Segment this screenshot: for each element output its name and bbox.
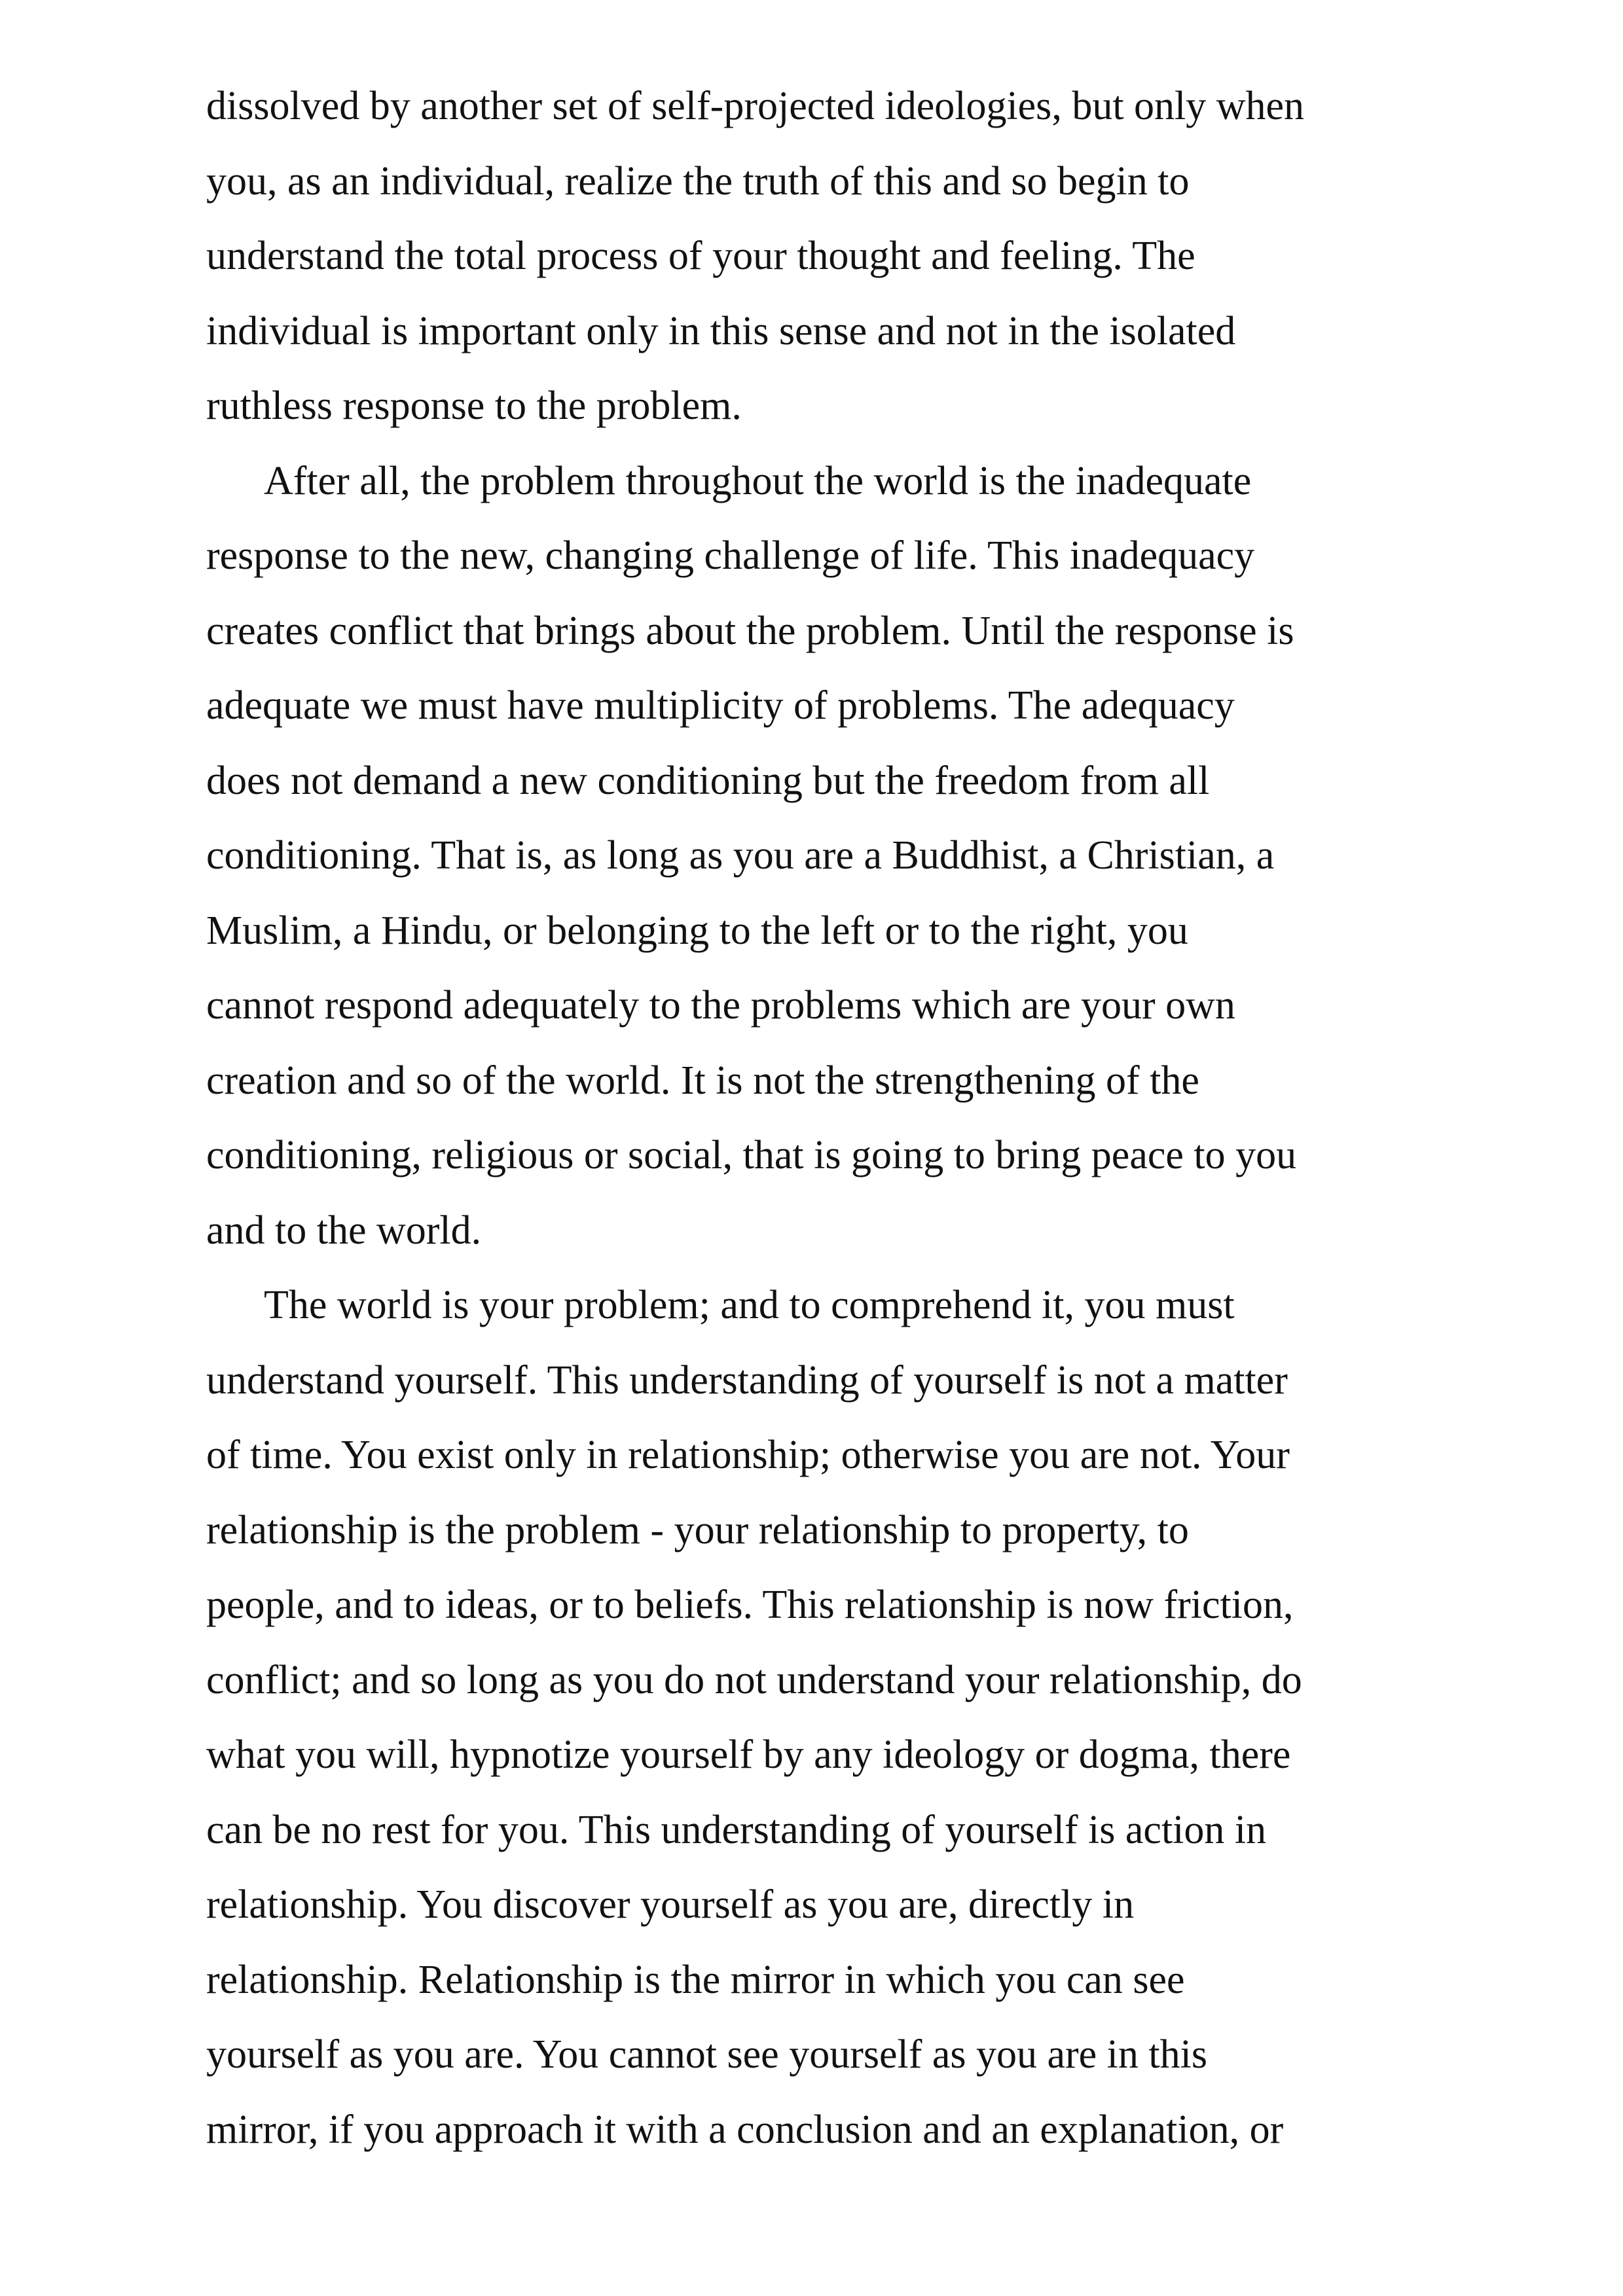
text-line: relationship. You discover yourself as you are, directly in xyxy=(206,1882,1135,1927)
text-line: of time. You exist only in relationship; otherwise you are not. Your xyxy=(206,1433,1290,1477)
text-line: response to the new, changing challenge of life. This inadequacy xyxy=(206,533,1255,578)
text-line: conflict; and so long as you do not understand your relationship, do xyxy=(206,1657,1302,1702)
text-line: cannot respond adequately to the problems which are your own xyxy=(206,983,1235,1028)
text-line: does not demand a new conditioning but the freedom from all xyxy=(206,758,1210,803)
text-line: understand yourself. This understanding of yourself is not a matter xyxy=(206,1357,1288,1403)
text-line: conditioning. That is, as long as you are a Buddhist, a Christian, a xyxy=(206,833,1275,878)
text-line: individual is important only in this sense and not in the isolated xyxy=(206,308,1236,353)
text-line: relationship. Relationship is the mirror in which you can see xyxy=(206,1957,1185,2002)
text-line: Muslim, a Hindu, or belonging to the left or to the right, you xyxy=(206,908,1188,953)
paragraph-first-line: The world is your problem; and to comprehend it, you must xyxy=(264,1283,1235,1327)
text-line: understand the total process of your thought and feeling. The xyxy=(206,234,1195,278)
text-line: can be no rest for you. This understanding of yourself is action in xyxy=(206,1807,1267,1852)
body-text xyxy=(206,69,1437,2167)
text-line: dissolved by another set of self-projected ideologies, but only when xyxy=(206,84,1305,128)
text-line: adequate we must have multiplicity of problems. The adequacy xyxy=(206,683,1235,728)
text-line: creates conflict that brings about the problem. Until the response is xyxy=(206,608,1294,653)
text-line: yourself as you are. You cannot see yourself as you are in this xyxy=(206,2032,1207,2077)
text-line: creation and so of the world. It is not the strengthening of the xyxy=(206,1058,1199,1103)
text-line: what you will, hypnotize yourself by any ideology or dogma, there xyxy=(206,1732,1291,1777)
text-line: ruthless response to the problem. xyxy=(206,384,742,428)
paragraph-first-line: After all, the problem throughout the world is the inadequate xyxy=(264,458,1252,503)
text-line: conditioning, religious or social, that is going to bring peace to you xyxy=(206,1133,1297,1177)
text-line: and to the world. xyxy=(206,1208,482,1253)
text-line: people, and to ideas, or to beliefs. This relationship is now friction, xyxy=(206,1583,1294,1627)
text-line: relationship is the problem - your relationship to property, to xyxy=(206,1507,1189,1552)
text-line: you, as an individual, realize the truth of this and so begin to xyxy=(206,158,1190,204)
text-line: mirror, if you approach it with a conclusion and an explanation, or xyxy=(206,2107,1284,2152)
